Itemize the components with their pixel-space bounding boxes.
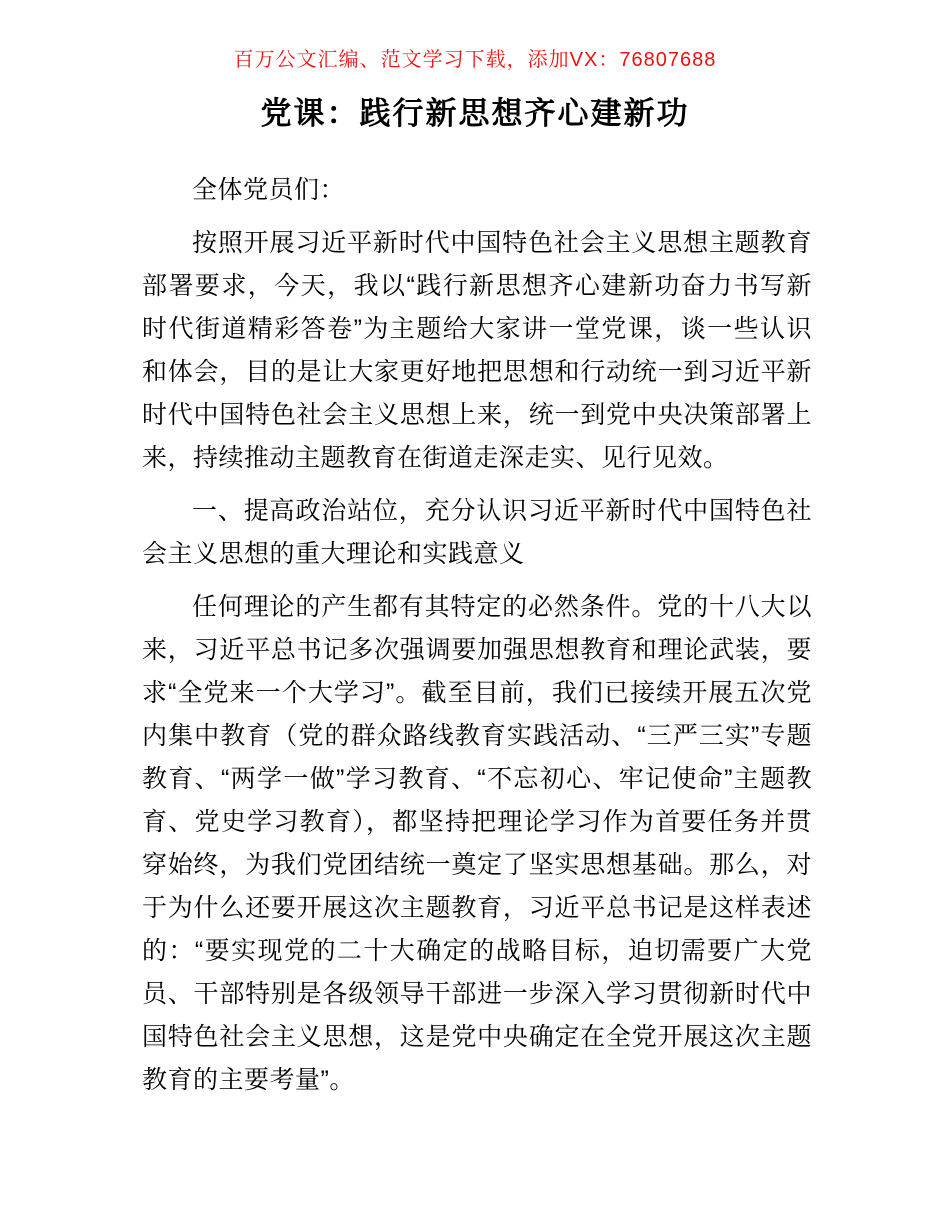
document-title: 党课：践行新思想齐心建新功 xyxy=(260,96,690,131)
document-body xyxy=(142,169,812,1102)
paragraph-salutation: 全体党员们： xyxy=(192,176,346,204)
paragraph-intro: 按照开展习近平新时代中国特色社会主义思想主题教育部署要求，今天，我以“践行新思想齐心建新功奋力书写新时代街道精彩答卷”为主题给大家讲一堂党课，谈一些认识和体会，目的是让大家更好地把思想和行动统一到习近平新时代中国特色社会主义思想上来，统一到党中央决策部署上来，持续推动主题教育在街道走深走实、见行见效。 xyxy=(142,229,812,472)
paragraph-section-1-body: 任何理论的产生都有其特定的必然条件。党的十八大以来，习近平总书记多次强调要加强思想教育和理论武装，要求“全党来一个大学习”。截至目前，我们已接续开展五次党内集中教育（党的群众路线教育实践活动、“三严三实”专题教育、“两学一做”学习教育、“不忘初心、牢记使命”主题教育、党史学习教育），都坚持把理论学习作为首要任务并贯穿始终，为我们党团结统一奠定了坚实思想基础。那么，对于为什么还要开展这次主题教育，习近平总书记是这样表述的：“要实现党的二十大确定的战略目标，迫切需要广大党员、干部特别是各级领导干部进一步深入学习贯彻新时代中国特色社会主义思想，这是党中央确定在全党开展这次主题教育的主要考量”。 xyxy=(142,593,812,1094)
section-heading-1: 一、提高政治站位，充分认识习近平新时代中国特色社会主义思想的重大理论和实践意义 xyxy=(142,497,812,568)
header-promo-note: 百万公文汇编、范文学习下载，添加VX：76807688 xyxy=(233,49,717,71)
